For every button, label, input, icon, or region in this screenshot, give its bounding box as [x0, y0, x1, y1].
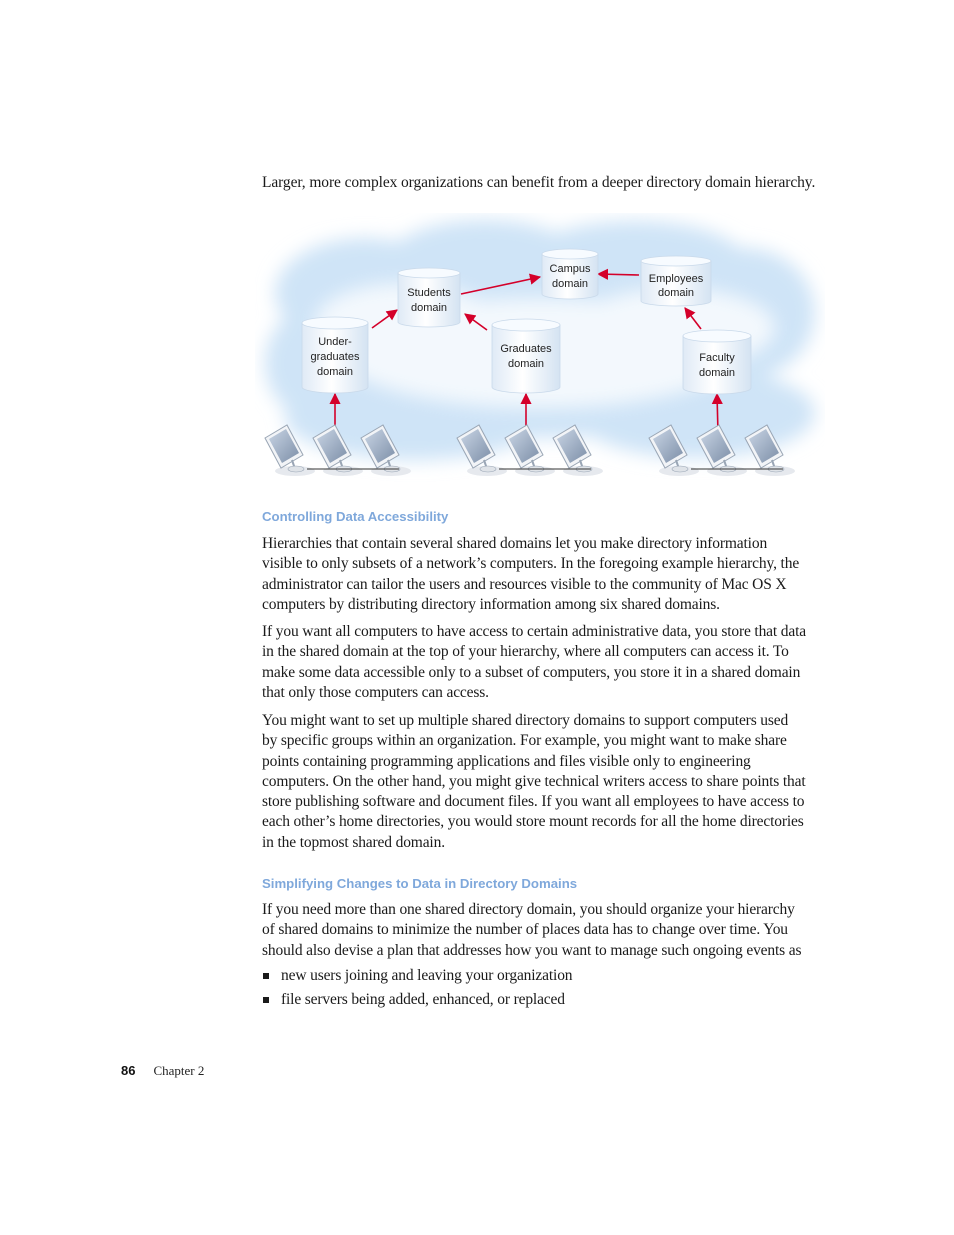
intro-paragraph: Larger, more complex organizations can benefit from a deeper directory domain hierarchy.: [262, 174, 816, 191]
bullet-square-icon: [263, 973, 269, 979]
employees-label-1: Employees: [648, 273, 704, 285]
page-number: 86: [121, 1063, 136, 1078]
graduates-label-1: Graduates: [500, 343, 552, 355]
paragraph: If you need more than one shared directory domain, you should organize your hierarchy of shared domains to minimize the number of places data has to change over time. You should also devise a plan that addresses how you want to manage such ongoing events as: [262, 901, 802, 959]
section-heading-simplifying: Simplifying Changes to Data in Directory Domains: [262, 876, 578, 891]
list-item-text: file servers being added, enhanced, or replaced: [281, 991, 565, 1008]
campus-label-2: domain: [551, 278, 589, 290]
employees-label-2: domain: [657, 287, 695, 299]
paragraph: Hierarchies that contain several shared domains let you make directory information visible to only subsets of a network’s computers. In the foregoing example hierarchy, the administrator can tailor the users and resources visible to the community of Mac OS X computers by distributing directory information among six shared domains.: [262, 535, 800, 613]
domain-hierarchy-diagram: [255, 213, 825, 488]
arrow-employees-to-campus: [598, 274, 639, 275]
faculty-label-2: domain: [698, 367, 736, 379]
bullet-list: [262, 966, 572, 1014]
graduates-label-2: domain: [507, 358, 545, 370]
students-label-2: domain: [410, 302, 448, 314]
paragraph: You might want to set up multiple shared directory domains to support computers used by specific groups within an organization. For example, you might want to make share points containing programming applications and files visible only to engineering computers. On the other hand, you might give technical writers access to share points that store publishing software and document files. If you want all employees to have access to each other’s home directories, you would store mount records for all the home directories in the topmost shared domain.: [262, 712, 806, 851]
section-heading-controlling: Controlling Data Accessibility: [262, 509, 449, 524]
cylinder-graduates: [492, 319, 560, 393]
list-item: [262, 966, 572, 990]
undergrad-label-3: domain: [316, 366, 354, 378]
students-label-1: Students: [407, 287, 451, 299]
paragraph: If you want all computers to have access to certain administrative data, you store that data in the shared domain at the top of your hierarchy, where all computers can access it. To make some data accessible only to a subset of computers, you store it in a shared domain that only those computers can access.: [262, 623, 807, 701]
undergrad-label-2: graduates: [310, 351, 360, 363]
list-item: [262, 990, 572, 1014]
chapter-label: Chapter 2: [153, 1063, 205, 1078]
campus-label-1: Campus: [549, 263, 591, 275]
diagram-svg: [255, 213, 825, 488]
faculty-label-1: Faculty: [699, 352, 735, 364]
undergrad-label-1: Under-: [318, 336, 352, 348]
page-footer: [121, 1063, 204, 1079]
bullet-square-icon: [263, 997, 269, 1003]
list-item-text: new users joining and leaving your organization: [281, 967, 573, 984]
